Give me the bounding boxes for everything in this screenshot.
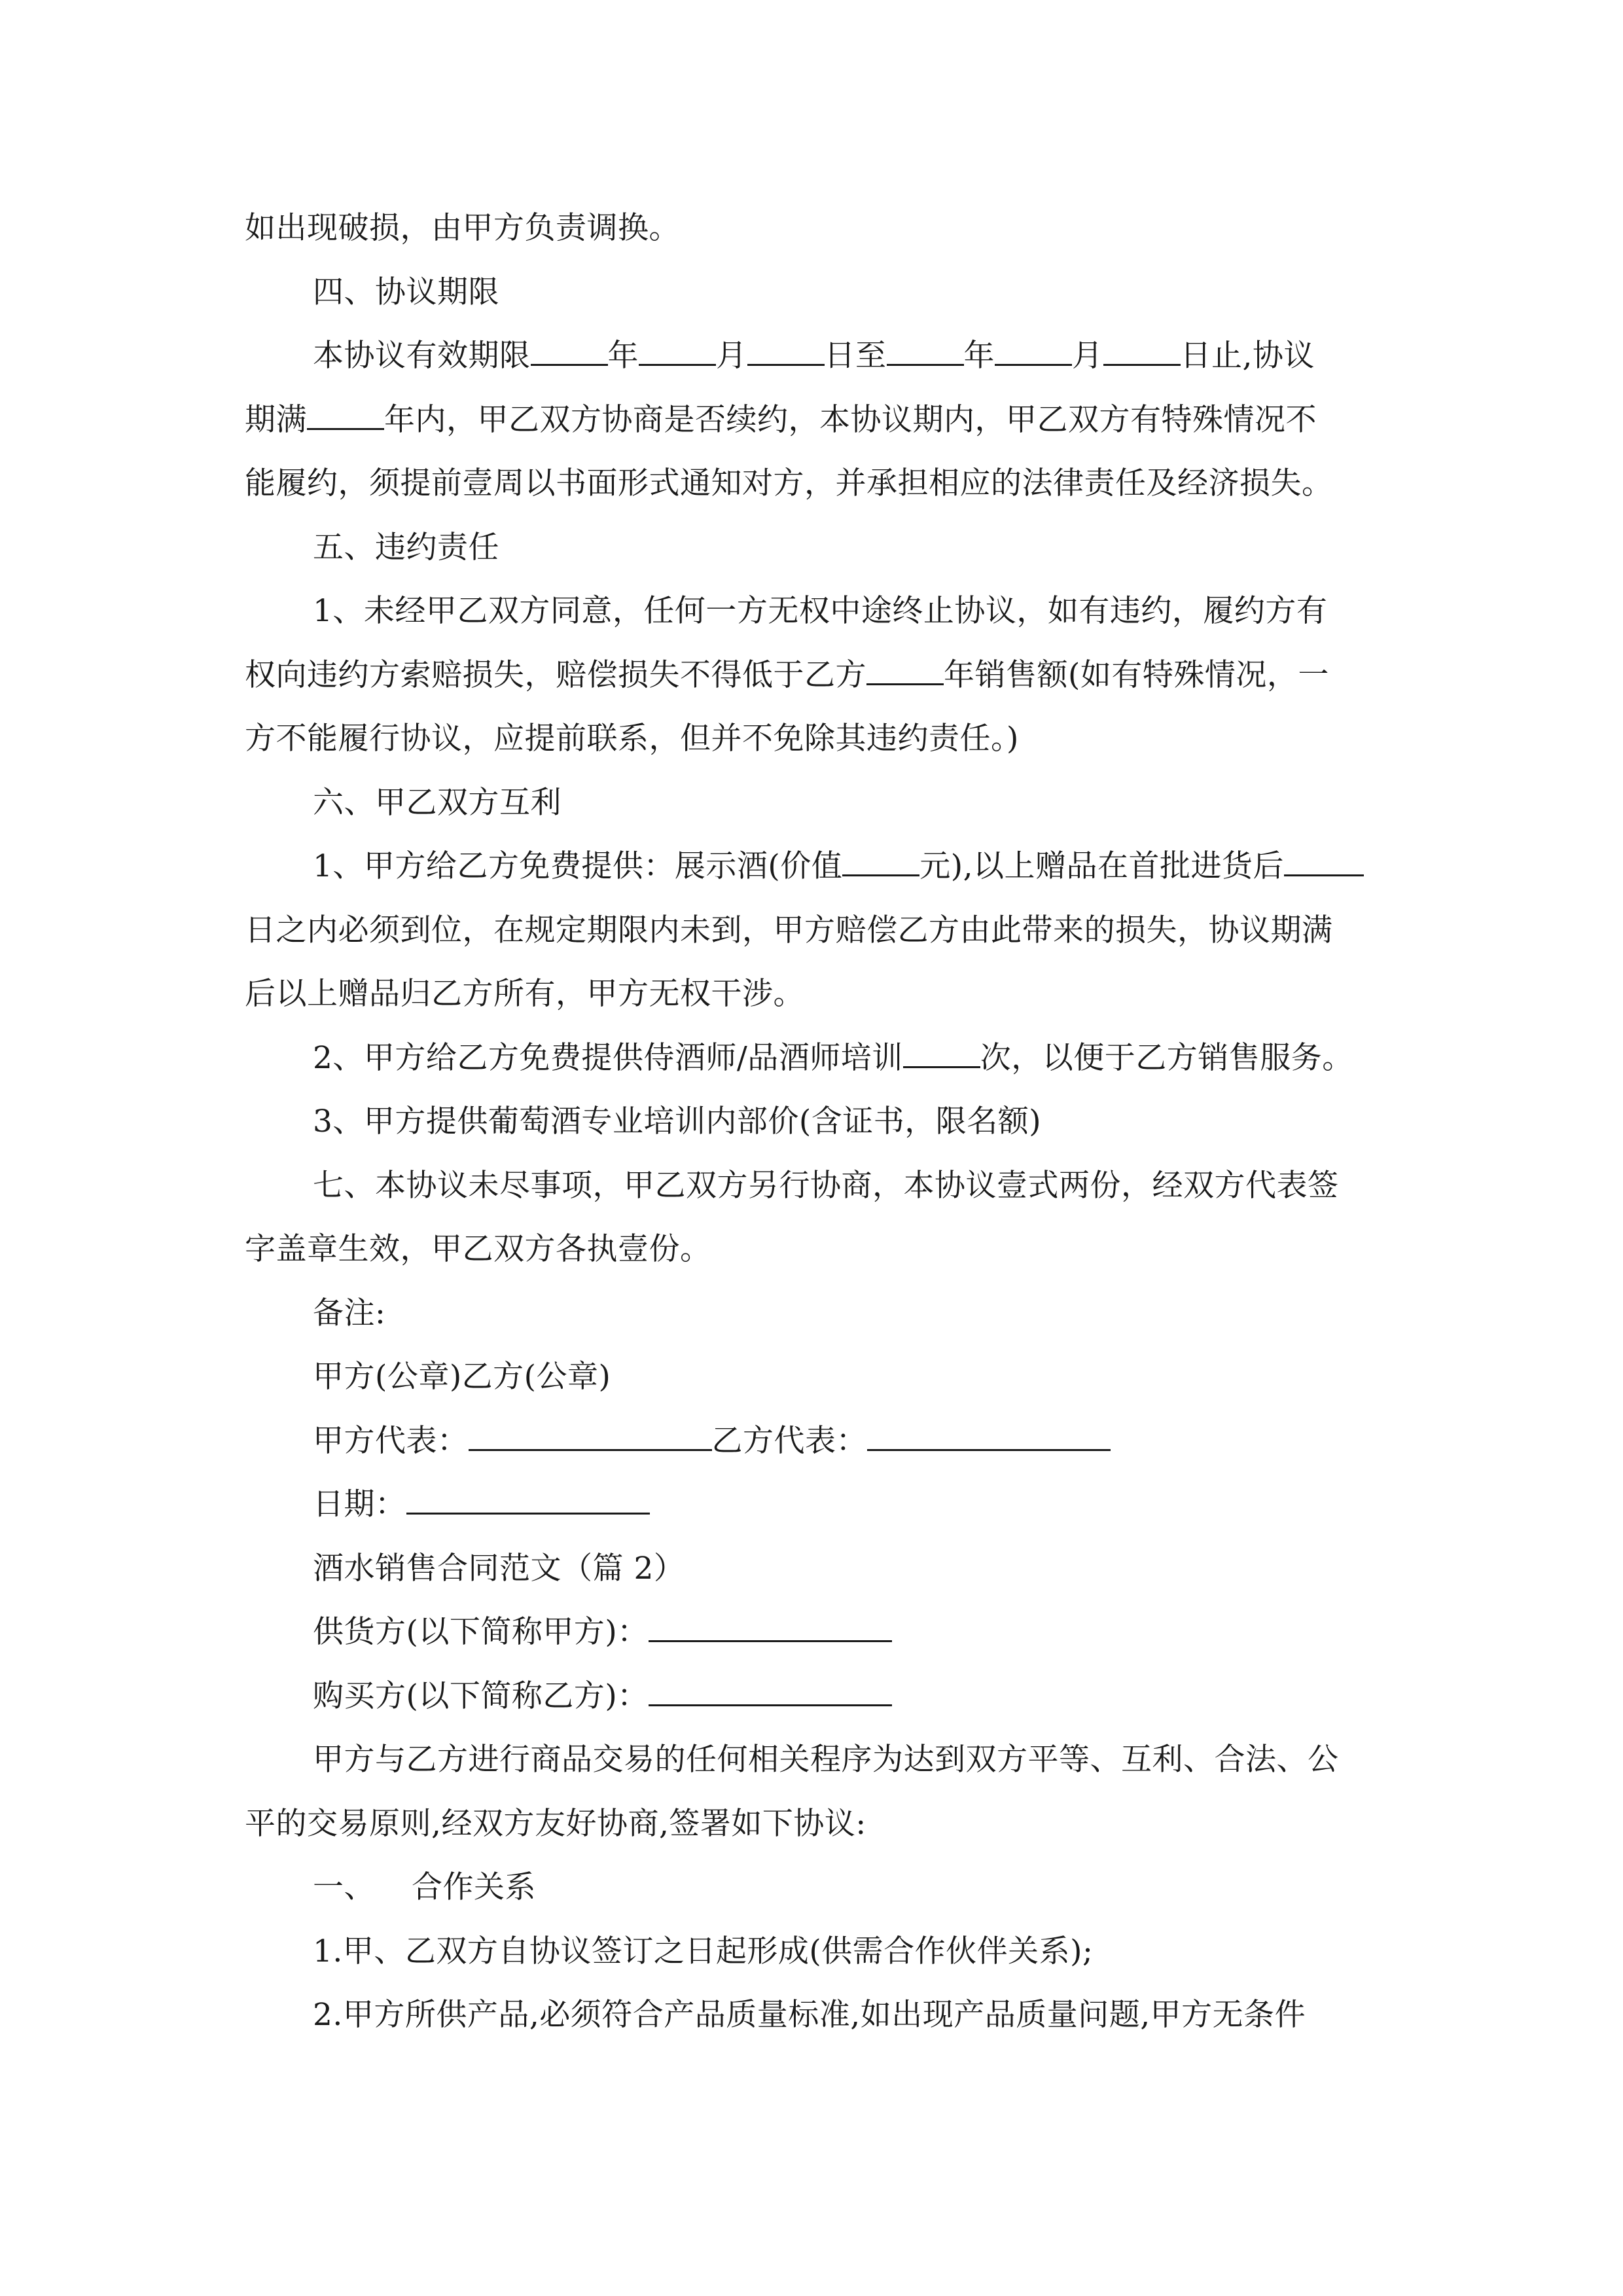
party-a-rep-label: 甲方代表： — [313, 1422, 469, 1459]
party-b-rep-label: 乙方代表： — [711, 1422, 867, 1459]
document-title — [245, 1537, 1383, 1601]
text: 年内，甲乙双方协商是否续约，本协议期内，甲乙双方有特殊情况不 — [384, 401, 1317, 438]
paragraph-line — [245, 1920, 1383, 1984]
text: 次，以便于乙方销售服务。 — [980, 1039, 1353, 1076]
text: 年 — [963, 338, 995, 374]
fill-in-blank[interactable] — [903, 1028, 980, 1068]
text: 年销售额(如有特殊情况，一 — [944, 656, 1329, 693]
paragraph-line — [245, 1983, 1383, 2047]
text: 后以上赠品归乙方所有，甲方无权干涉。 — [245, 976, 804, 1012]
text: 平的交易原则,经双方友好协商,签署如下协议: — [245, 1805, 866, 1842]
document-page — [245, 196, 1383, 2047]
text: 日至 — [824, 338, 887, 374]
paragraph-line — [245, 1217, 1383, 1282]
text: 甲方(公章)乙方(公章) — [313, 1359, 611, 1395]
paragraph-line — [245, 1792, 1383, 1856]
fill-in-blank[interactable] — [995, 326, 1072, 366]
section-heading — [245, 260, 1383, 325]
supplier-line — [245, 1600, 1383, 1664]
text: 四、协议期限 — [313, 274, 499, 310]
paragraph-line — [245, 1154, 1383, 1218]
paragraph-line — [245, 579, 1383, 643]
text: 月 — [716, 338, 747, 374]
text: 字盖章生效，甲乙双方各执壹份。 — [245, 1231, 711, 1267]
buyer-line — [245, 1664, 1383, 1729]
text: 月 — [1072, 338, 1103, 374]
section-title: 合作关系 — [412, 1869, 536, 1905]
text: 1、甲方给乙方免费提供：展示酒(价值 — [313, 848, 843, 884]
paragraph-line — [245, 707, 1383, 771]
text: 六、甲乙双方互利 — [313, 784, 562, 821]
paragraph-line — [245, 1090, 1383, 1154]
party-b-rep-field[interactable] — [867, 1411, 1111, 1451]
text: 如出现破损，由甲方负责调换。 — [245, 210, 680, 246]
date-field[interactable] — [406, 1475, 650, 1515]
paragraph-line — [245, 452, 1383, 516]
section-heading — [245, 771, 1383, 835]
paragraph-line — [245, 643, 1383, 708]
text: 2.甲方所供产品,必须符合产品质量标准,如出现产品质量问题,甲方无条件 — [313, 1997, 1306, 2033]
signature-line — [245, 1409, 1383, 1473]
fill-in-blank[interactable] — [842, 836, 919, 876]
text: 日止,协议 — [1180, 338, 1315, 374]
date-label: 日期： — [313, 1486, 406, 1522]
paragraph-line — [245, 899, 1383, 963]
text: 2、甲方给乙方免费提供侍酒师/品酒师培训 — [313, 1039, 903, 1076]
paragraph-line — [245, 388, 1383, 452]
paragraph-line — [245, 834, 1383, 899]
paragraph-line — [245, 196, 1383, 260]
fill-in-blank[interactable] — [307, 390, 384, 430]
text: 方不能履行协议，应提前联系，但并不免除其违约责任。) — [245, 721, 1019, 757]
fill-in-blank[interactable] — [639, 326, 716, 366]
text: 1、未经甲乙双方同意，任何一方无权中途终止协议，如有违约，履约方有 — [313, 593, 1328, 629]
remarks-label — [245, 1282, 1383, 1346]
text: 期满 — [245, 401, 307, 438]
supplier-label: 供货方(以下简称甲方)： — [313, 1614, 649, 1650]
section-heading — [245, 1856, 1383, 1920]
text: 1.甲、乙双方自协议签订之日起形成(供需合作伙伴关系); — [313, 1933, 1094, 1969]
text: 本协议有效期限 — [313, 338, 531, 374]
text: 3、甲方提供葡萄酒专业培训内部价(含证书，限名额) — [313, 1103, 1042, 1139]
buyer-field[interactable] — [649, 1666, 892, 1706]
text: 备注: — [313, 1295, 386, 1331]
buyer-label: 购买方(以下简称乙方)： — [313, 1677, 649, 1714]
fill-in-blank[interactable] — [531, 326, 608, 366]
paragraph-line — [245, 962, 1383, 1026]
section-number: 一、 — [313, 1869, 375, 1905]
text: 元),以上赠品在首批进货后 — [919, 848, 1285, 884]
text: 甲方与乙方进行商品交易的任何相关程序为达到双方平等、互利、合法、公 — [313, 1742, 1339, 1778]
text: 酒水销售合同范文（篇 2） — [313, 1550, 685, 1587]
fill-in-blank[interactable] — [1103, 326, 1181, 366]
text: 日之内必须到位，在规定期限内未到，甲方赔偿乙方由此带来的损失，协议期满 — [245, 912, 1333, 948]
seal-line — [245, 1345, 1383, 1409]
paragraph-line — [245, 1026, 1383, 1090]
paragraph-line — [245, 1728, 1383, 1792]
party-a-rep-field[interactable] — [469, 1411, 712, 1451]
text: 权向违约方索赔损失，赔偿损失不得低于乙方 — [245, 656, 866, 693]
fill-in-blank[interactable] — [866, 645, 944, 685]
text: 年 — [607, 338, 639, 374]
date-line — [245, 1473, 1383, 1537]
text: 能履约，须提前壹周以书面形式通知对方，并承担相应的法律责任及经济损失。 — [245, 465, 1333, 501]
text: 七、本协议未尽事项，甲乙双方另行协商，本协议壹式两份，经双方代表签 — [313, 1167, 1339, 1204]
paragraph-line — [245, 324, 1383, 388]
text: 五、违约责任 — [313, 529, 499, 565]
section-heading — [245, 516, 1383, 580]
supplier-field[interactable] — [649, 1602, 892, 1642]
fill-in-blank[interactable] — [1284, 836, 1364, 876]
fill-in-blank[interactable] — [887, 326, 964, 366]
fill-in-blank[interactable] — [747, 326, 825, 366]
